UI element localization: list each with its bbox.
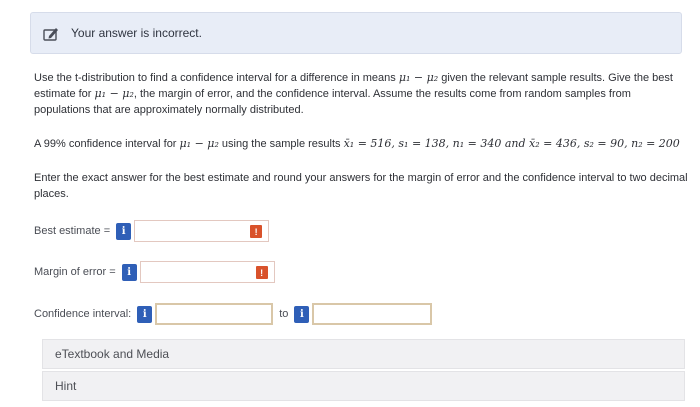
info-icon[interactable]: i	[122, 264, 137, 281]
to-label: to	[279, 308, 289, 320]
info-icon[interactable]: i	[137, 306, 152, 323]
etextbook-panel[interactable]	[42, 339, 685, 369]
incorrect-answer-banner	[30, 12, 682, 54]
hint-label: Hint	[55, 379, 77, 393]
sample-results: x̄₁ = 516, s₁ = 138, n₁ = 340 and x̄₂ = 436, s₂ = 90, n₂ = 200	[343, 137, 680, 150]
best-estimate-input[interactable]	[134, 220, 269, 242]
best-estimate-label: Best estimate =	[34, 225, 111, 237]
mu-difference: μ₁ − μ₂	[179, 137, 219, 150]
info-icon[interactable]: i	[294, 306, 309, 323]
info-icon[interactable]: i	[116, 223, 131, 240]
question-intro	[34, 70, 689, 118]
hint-panel[interactable]	[42, 371, 685, 401]
mu-difference: μ₁ − μ₂	[398, 71, 439, 84]
ci-upper-input[interactable]	[312, 303, 432, 325]
margin-of-error-row	[34, 261, 275, 283]
ci-text-b: using the sample results	[218, 138, 344, 150]
banner-message: Your answer is incorrect.	[71, 26, 202, 40]
margin-of-error-label: Margin of error =	[34, 266, 116, 278]
confidence-interval-row	[34, 303, 432, 325]
pencil-icon	[42, 25, 60, 43]
confidence-statement	[34, 136, 689, 152]
best-estimate-row	[34, 220, 269, 242]
margin-of-error-input[interactable]	[140, 261, 275, 283]
intro-text-a: Use the t-distribution to find a confidence interval for a difference in means	[34, 72, 399, 84]
mu-difference: μ₁ − μ₂	[94, 87, 134, 100]
intro-text-c: , the margin of error, and the confidence interval. Assume the results come from random samples from populations that are approximately normally distributed.	[34, 88, 631, 116]
error-flag-icon: !	[256, 266, 268, 279]
etextbook-label: eTextbook and Media	[55, 347, 170, 361]
instructions: Enter the exact answer for the best estimate and round your answers for the margin of error and the confidence interval to two decimal places.	[34, 172, 688, 200]
intro-text-b: given the relevant sample results. Give the best estimate for	[34, 72, 673, 100]
confidence-interval-label: Confidence interval:	[34, 308, 132, 320]
ci-text-a: A 99% confidence interval for	[34, 138, 180, 150]
ci-lower-input[interactable]	[155, 303, 273, 325]
error-flag-icon: !	[250, 225, 262, 238]
